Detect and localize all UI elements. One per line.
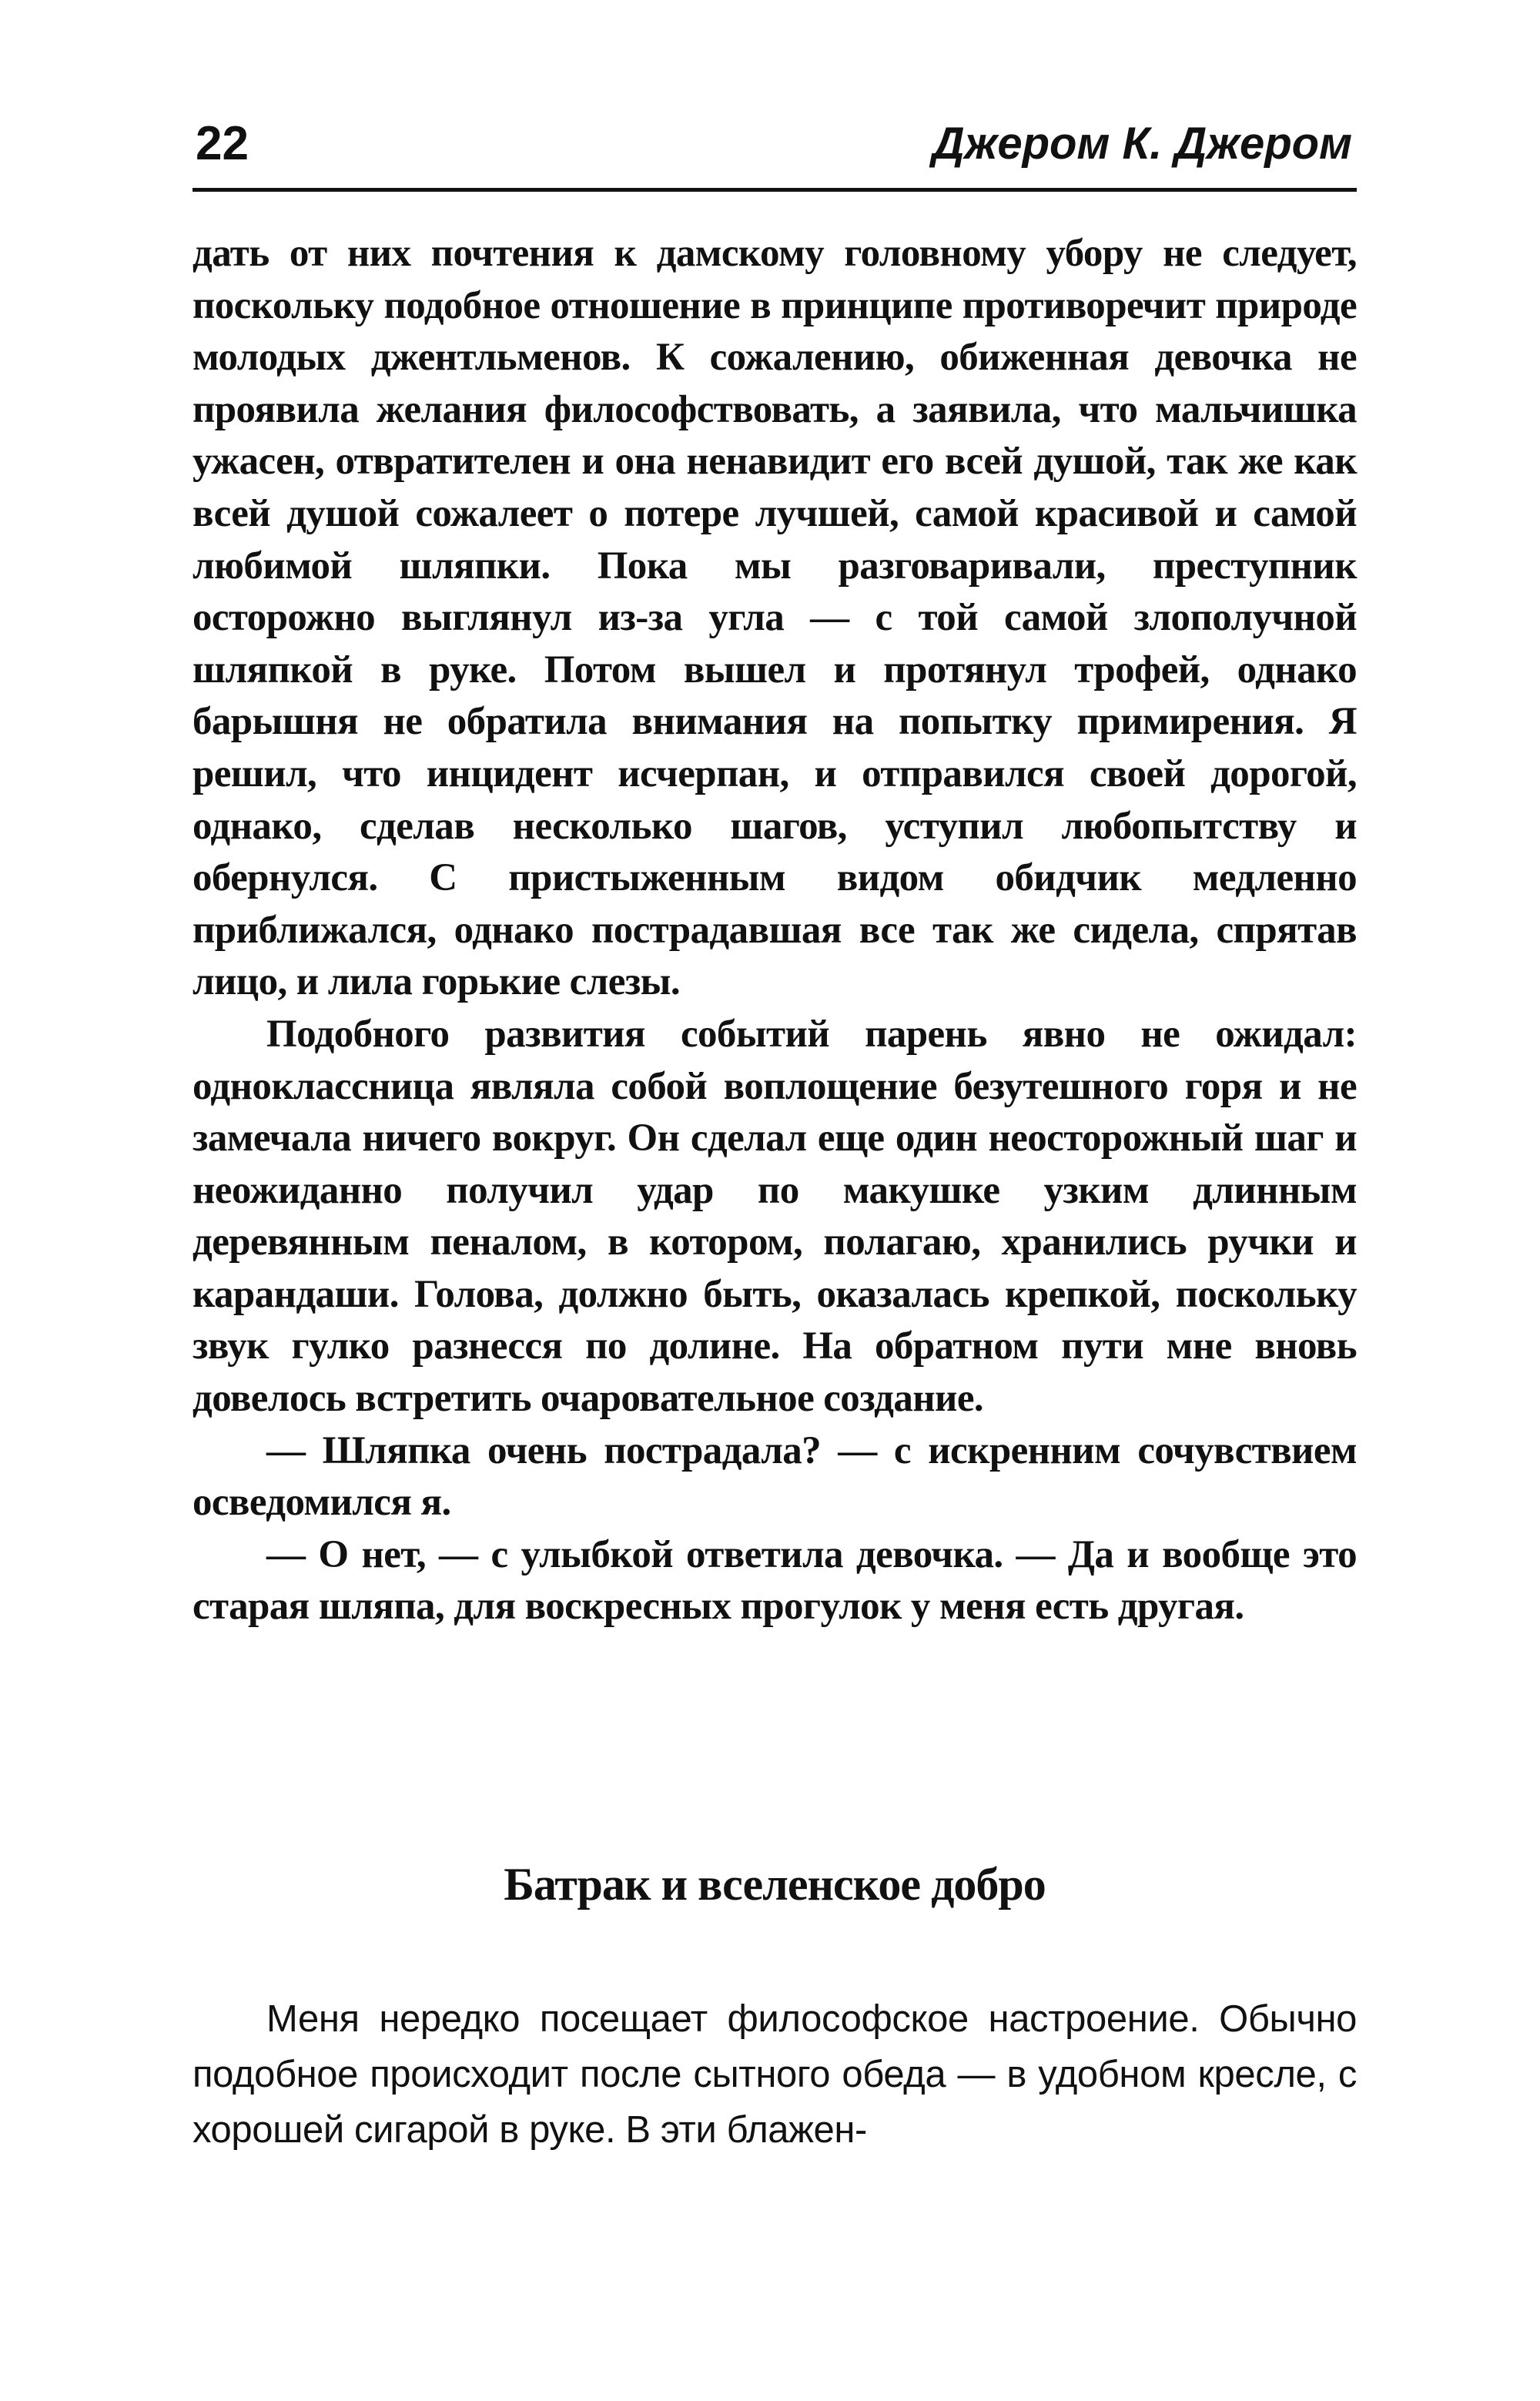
book-page: [192, 0, 1357, 2401]
section-title: Батрак и вселенское добро: [504, 1859, 1046, 1910]
story-paragraph: Подобного развития событий парень явно не ожидал: одноклассница являла собой воплощение безутешного горя и не замечала ничего вокруг. Он сделал еще один неосторожный шаг и неожиданно получил удар по макушке узким длинным деревянным пеналом, в котором, полагаю, хранились ручки и карандаши. Голова, должно быть, оказалась крепкой, поскольку звук гулко разнесся по долине. На обратном пути мне вновь довелось встретить очаровательное создание.: [192, 1012, 1357, 1421]
dialogue-line: — Шляпка очень пострадала? — с искренним сочувствием осведомился я.: [192, 1428, 1357, 1525]
dialogue-line: — О нет, — с улыбкой ответила девочка. — Да и вообще это старая шляпа, для воскресных прогулок у меня есть другая.: [192, 1532, 1357, 1629]
story-paragraph-continued: дать от них почтения к дамскому головному убору не следует, поскольку подобное отношение в принципе противоречит природе молодых джентльменов. К сожалению, обиженная девочка не проявила желания философствовать, а заявила, что мальчишка ужасен, отвратителен и она ненавидит его всей душой, так же как всей душой сожалеет о потере лучшей, самой красивой и самой любимой шляпки. Пока мы разговаривали, преступник осторожно выглянул из-за угла — с той самой злополучной шляпкой в руке. Потом вышел и протянул трофей, однако барышня не обратила внимания на попытку примирения. Я решил, что инцидент исчерпан, и отправился своей дорогой, однако, сделав несколько шагов, уступил любопытству и обернулся. С пристыженным видом обидчик медленно приближался, однако пострадавшая все так же сидела, спрятав лицо, и лила горькие слезы.: [192, 232, 1357, 1004]
running-head: [192, 109, 1357, 179]
page-number: 22: [196, 117, 249, 170]
header-rule: [192, 188, 1357, 192]
story-text: [192, 228, 1357, 1633]
section-paragraph: Меня нередко посещает философское настроение. Обычно подобное происходит после сытного обеда — в удобном кресле, с хорошей сигарой в руке. В эти блажен-: [192, 1998, 1357, 2151]
section-text: [192, 1991, 1357, 2158]
running-title: Джером К. Джером: [932, 119, 1352, 169]
